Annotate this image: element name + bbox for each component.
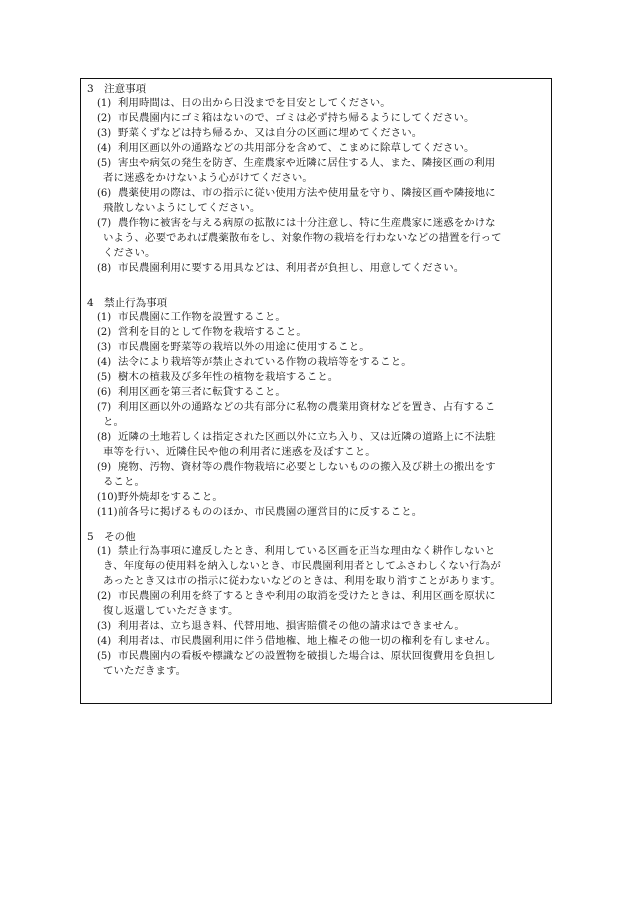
item-text-line: あったとき又は市の指示に従わないなどのときは、利用を取り消すことがあります。 — [103, 575, 501, 587]
item-text-line: 野菜くずなどは持ち帰るか、又は自分の区画に埋めてください。 — [118, 127, 423, 139]
item-number: (5) — [97, 372, 112, 383]
item-text — [103, 186, 547, 216]
item-number: (8) — [97, 432, 112, 443]
item-number: (7) — [97, 218, 112, 229]
item-text-line: 市民農園内の看板や標識などの設置物を破損した場合は、原状回復費用を負担し — [118, 650, 496, 662]
item-text-line: ください。 — [103, 247, 156, 259]
item-text-line: 樹木の植栽及び多年性の植物を栽培すること。 — [118, 371, 339, 383]
item-text-line: 廃物、汚物、資材等の農作物栽培に必要としないものの搬入及び耕土の搬出をす — [118, 461, 496, 473]
item-text — [118, 310, 547, 325]
item-text-line: 市民農園の利用を終了するときや利用の取消を受けたときは、利用区画を原状に — [118, 590, 496, 602]
item-number: (7) — [97, 402, 112, 413]
item-number: (1) — [97, 312, 112, 323]
item-number: (3) — [97, 621, 112, 632]
item-text — [118, 619, 547, 634]
item-number: (3) — [97, 342, 112, 353]
item-text — [103, 400, 547, 430]
rules-document-frame — [80, 78, 552, 704]
item-number: (4) — [97, 636, 112, 647]
item-number: (5) — [97, 651, 112, 662]
item-text-line: 野外焼却をすること。 — [118, 491, 223, 503]
item-text-line: 復し返還していただきます。 — [103, 605, 239, 617]
item-text — [103, 544, 547, 589]
item-text-line: 利用者は、立ち退き料、代替用地、損害賠償その他の請求はできません。 — [118, 620, 465, 632]
item-text — [118, 96, 547, 111]
item-text — [103, 460, 547, 490]
item-text-line: 市民農園に工作物を設置すること。 — [118, 311, 286, 323]
item-text-line: 利用区画以外の通路などの共有部分に私物の農業用資材などを置き、占有するこ — [118, 401, 496, 413]
item-text — [103, 216, 547, 261]
item-text — [118, 340, 547, 355]
item-number: (9) — [97, 462, 112, 473]
item-text-line: 飛散しないようにしてください。 — [103, 202, 261, 214]
item-number: (3) — [97, 128, 112, 139]
item-number: (1) — [97, 546, 112, 557]
section-heading: 3 注意事項 — [87, 83, 147, 95]
item-text — [118, 325, 547, 340]
item-text-line: 前各号に掲げるもののほか、市民農園の運営目的に反すること。 — [118, 506, 423, 518]
item-number: (2) — [97, 327, 112, 338]
item-text-line: 市民農園を野菜等の栽培以外の用途に使用すること。 — [118, 341, 370, 353]
item-text — [103, 156, 547, 186]
item-text — [118, 111, 547, 126]
item-text-line: 市民農園内にゴミ箱はないので、ゴミは必ず持ち帰るようにしてください。 — [118, 112, 475, 124]
item-text — [118, 261, 547, 276]
section-heading: 5 その他 — [87, 531, 136, 543]
item-text-line: 害虫や病気の発生を防ぎ、生産農家や近隣に居住する人、また、隣接区画の利用 — [118, 157, 496, 169]
item-text — [103, 430, 547, 460]
item-text-line: 利用者は、市民農園利用に伴う借地権、地上権その他一切の権利を有しません。 — [118, 635, 497, 647]
item-number: (5) — [97, 158, 112, 169]
item-text-line: 営利を目的として作物を栽培すること。 — [118, 326, 307, 338]
item-text-line: 農薬使用の際は、市の指示に従い使用方法や使用量を守り、隣接区画や隣接地に — [118, 187, 496, 199]
item-text — [118, 505, 547, 520]
item-text-line: 利用区画以外の通路などの共用部分を含めて、こまめに除草してください。 — [118, 142, 475, 154]
item-text — [103, 649, 547, 679]
item-text-line: 近隣の土地若しくは指定された区画以外に立ち入り、又は近隣の道路上に不法駐 — [118, 431, 496, 443]
item-text-line: 農作物に被害を与える病原の拡散には十分注意し、特に生産農家に迷惑をかけな — [118, 217, 496, 229]
item-text-line: 利用時間は、日の出から日没までを目安としてください。 — [118, 97, 391, 109]
item-number: (2) — [97, 113, 112, 124]
item-text — [118, 490, 547, 505]
item-text — [118, 126, 547, 141]
item-text — [118, 141, 547, 156]
item-text-line: いよう、必要であれば農薬散布をし、対象作物の栽培を行わないなどの措置を行って — [103, 232, 502, 244]
item-text-line: ること。 — [103, 476, 145, 488]
item-text — [118, 634, 547, 649]
item-text-line: 禁止行為事項に違反したとき、利用している区画を正当な理由なく耕作しないと — [118, 545, 496, 557]
item-text-line: 法令により栽培等が禁止されている作物の栽培等をすること。 — [118, 356, 412, 368]
item-text-line: と。 — [103, 416, 124, 428]
item-text-line: ていただきます。 — [103, 665, 187, 677]
item-text — [118, 355, 547, 370]
item-text-line: 車等を行い、近隣住民や他の利用者に迷惑を及ぼすこと。 — [103, 446, 376, 458]
item-number: (4) — [97, 143, 112, 154]
item-number: (4) — [97, 357, 112, 368]
item-text-line: 市民農園利用に要する用具などは、利用者が負担し、用意してください。 — [118, 262, 465, 274]
item-text-line: 者に迷惑をかけないよう心がけてください。 — [103, 172, 313, 184]
item-number: (10) — [97, 492, 118, 503]
item-text — [118, 370, 547, 385]
item-text-line: き、年度毎の使用料を納入しないとき、市民農園利用者としてふさわしくない行為が — [103, 560, 501, 572]
item-text — [118, 385, 547, 400]
item-number: (6) — [97, 387, 112, 398]
item-text — [103, 589, 547, 619]
item-number: (6) — [97, 188, 112, 199]
item-number: (2) — [97, 591, 112, 602]
item-number: (8) — [97, 263, 112, 274]
item-number: (11) — [97, 507, 118, 518]
item-text-line: 利用区画を第三者に転貸すること。 — [118, 386, 286, 398]
section-heading: 4 禁止行為事項 — [87, 297, 168, 309]
item-number: (1) — [97, 98, 112, 109]
